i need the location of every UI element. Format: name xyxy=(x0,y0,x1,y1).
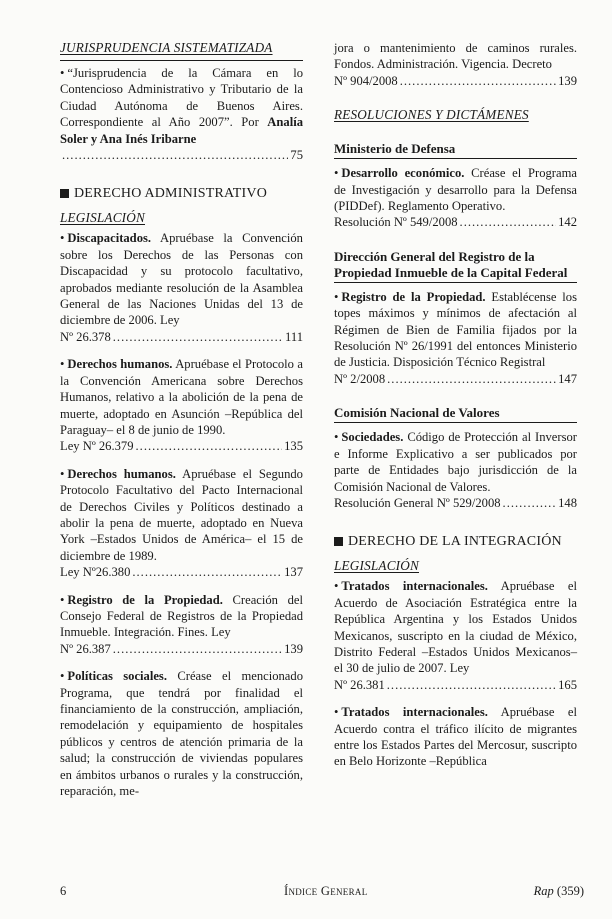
entry-keyword: Desarrollo económico. xyxy=(341,166,465,181)
list-item xyxy=(334,578,577,693)
entry-keyword: Registro de la Propiedad. xyxy=(341,289,486,304)
page-number: 6 xyxy=(60,884,67,898)
entry-ref-line xyxy=(334,495,577,511)
entry-text: “Jurisprudencia de la Cámara en lo Contencioso Administrativo y Tributario de la Ciudad Autónoma de Buenos Aires. Correspondiente al Año 2007”. Por xyxy=(60,66,303,130)
square-bullet-icon xyxy=(60,189,69,198)
entry-keyword: Derechos humanos. xyxy=(67,466,176,481)
left-entries xyxy=(60,230,303,799)
list-item xyxy=(60,668,303,799)
entry-ref-line xyxy=(334,677,577,693)
group-title: Dirección General del Registro de la Propiedad Inmueble de la Capital Federal xyxy=(334,249,577,283)
right-entries xyxy=(334,578,577,769)
entry-page: 137 xyxy=(284,565,303,580)
entry-ref: Ley Nº26.380 xyxy=(60,565,131,580)
right-column xyxy=(334,40,577,781)
entry-ref-line xyxy=(60,641,303,657)
section-title-text: DERECHO ADMINISTRATIVO xyxy=(74,186,268,202)
entry-text: Apruébase el Protocolo a la Convención Americana sobre Derechos Humanos, relativo a la abolición de la pena de muerte, adoptado en Asunción –República del Paraguay– el 8 de junio de 1990. xyxy=(60,357,303,437)
entry-page: 75 xyxy=(290,148,303,163)
square-bullet-icon xyxy=(334,537,343,546)
entry-text: Apruébase la Convención sobre los Derechos de las Personas con Discapacidad y su protocolo facultativo, aprobados mediante resolución de la Asamblea General de las Naciones Unidas del 13 de diciembre de 2006. Ley xyxy=(60,231,303,328)
entry-keyword: Derechos humanos. xyxy=(67,357,173,372)
entry-keyword: Discapacitados. xyxy=(67,231,152,246)
entry-ref: Resolución Nº 549/2008 xyxy=(334,215,458,230)
left-column xyxy=(60,40,303,810)
entry-page: 165 xyxy=(558,677,577,692)
entry-ref-line xyxy=(334,73,577,89)
entry-ref: Nº 904/2008 xyxy=(334,73,398,88)
bullet-icon: • xyxy=(60,66,65,80)
list-item xyxy=(334,165,577,231)
journal-ref xyxy=(534,884,584,899)
entry-text: Código de Protección al Inversor e Informe Explicativo a ser publicados por parte de Entidades bajo jurisdicción de la Comisión Nacional de Valores. xyxy=(334,430,577,494)
bullet-icon: • xyxy=(334,289,339,304)
entry-ref-line xyxy=(60,564,303,580)
entry-ref: Nº 26.381 xyxy=(334,677,385,692)
journal-issue: (359) xyxy=(556,884,584,898)
leader-dots xyxy=(460,214,557,230)
entry-keyword: Tratados internacionales. xyxy=(341,705,488,720)
entry-text: Créase el mencionado Programa, que tendrá por finalidad el financiamiento de la construcción, ampliación, remodelación y equipamiento de hospitales públicos y centros de atención primaria de la salud; la construcción de viviendas populares en ámbitos urbanos o rurales y la construcción, reparación, me- xyxy=(60,669,303,799)
list-item xyxy=(334,429,577,511)
entry-text: Apruébase el Segundo Protocolo Facultativo del Pacto Internacional de Derechos Civiles y Políticos destinado a abolir la pena de muerte, adoptado en Nueva York –Estados Unidos de América– el 15 de diciembre de 1989. xyxy=(60,466,303,563)
entry-page: 139 xyxy=(558,73,577,88)
entry-keyword: Políticas sociales. xyxy=(67,669,167,684)
list-item xyxy=(60,230,303,345)
leader-dots xyxy=(132,564,282,580)
leader-dots xyxy=(62,147,288,163)
entry-page: 111 xyxy=(285,329,303,344)
page-footer xyxy=(60,884,584,904)
entry-keyword: Tratados internacionales. xyxy=(341,579,488,594)
entry-text: Creación del Consejo Federal de Registros de la Propiedad Inmueble. Integración. Fines. Ley xyxy=(60,592,303,640)
top-fragment-entry xyxy=(334,40,577,89)
entry-ref: Resolución General Nº 529/2008 xyxy=(334,495,501,510)
list-item xyxy=(60,466,303,581)
bullet-icon: • xyxy=(60,466,65,481)
entry-page: 148 xyxy=(558,495,577,510)
entry-ref-line xyxy=(60,147,303,163)
section-title-derecho-integracion xyxy=(334,533,577,550)
list-item xyxy=(334,704,577,770)
entry-page: 135 xyxy=(284,439,303,454)
entry-ref: Nº 26.378 xyxy=(60,329,111,344)
leader-dots xyxy=(503,495,557,511)
section-title-text: DERECHO DE LA INTEGRACIÓN xyxy=(348,534,562,550)
entry-ref: Nº 26.387 xyxy=(60,641,111,656)
section-title-derecho-administrativo xyxy=(60,185,303,202)
leader-dots xyxy=(387,677,556,693)
bullet-icon: • xyxy=(60,357,65,372)
entry-page: 147 xyxy=(558,371,577,386)
entry-text: Apruébase el Acuerdo contra el tráfico ilícito de migrantes entre los Estados Partes del Mercosur, suscripto en Belo Horizonte –República xyxy=(334,705,577,769)
leader-dots xyxy=(400,73,556,89)
leader-dots xyxy=(136,438,283,454)
list-item xyxy=(334,289,577,387)
footer-center-title: Índice General xyxy=(284,884,368,898)
heading-rule xyxy=(60,60,303,61)
legislacion-label: LEGISLACIÓN xyxy=(60,210,145,226)
bullet-icon: • xyxy=(334,579,339,594)
leader-dots xyxy=(387,371,556,387)
group-title: Ministerio de Defensa xyxy=(334,141,577,159)
jurisprudencia-heading: JURISPRUDENCIA SISTEMATIZADA xyxy=(60,40,273,55)
leader-dots xyxy=(113,641,282,657)
bullet-icon: • xyxy=(60,669,65,684)
entry-ref: Ley Nº 26.379 xyxy=(60,439,134,454)
bullet-icon: • xyxy=(334,705,339,720)
entry-page: 139 xyxy=(284,641,303,656)
entry-ref-line xyxy=(334,214,577,230)
resoluciones-heading: RESOLUCIONES Y DICTÁMENES xyxy=(334,107,529,123)
entry-text: Apruébase el Acuerdo de Asociación Estratégica entre la República Argentina y los Estados Unidos Mexicanos, suscripto en la ciudad de México, Distrito Federal –Estados Unidos Mexicanos– el 30 de julio de 2007. Ley xyxy=(334,579,577,676)
legislacion-label: LEGISLACIÓN xyxy=(334,558,419,574)
bullet-icon: • xyxy=(334,430,339,445)
right-groups xyxy=(334,141,577,511)
journal-name: Rap xyxy=(533,884,554,898)
entry-text: Establécense los topes máximos y mínimos de afectación al Régimen de Bien de Familia fijados por la Resolución Nº 26/1991 del entonces Ministerio de Justicia. Disposición Técnico Registral xyxy=(334,289,577,370)
group-title: Comisión Nacional de Valores xyxy=(334,405,577,423)
bullet-icon: • xyxy=(60,592,65,607)
entry-keyword: Registro de la Propiedad. xyxy=(67,592,223,607)
leader-dots xyxy=(113,329,283,345)
entry-page: 142 xyxy=(558,215,577,230)
entry-ref-line xyxy=(334,371,577,387)
juris-entry xyxy=(60,65,303,163)
list-item xyxy=(60,356,303,454)
list-item xyxy=(60,592,303,658)
entry-keyword: Sociedades. xyxy=(341,430,404,445)
entry-text: Créase el Programa de Investigación y desarrollo para la Defensa (PIDDef). Reglamento Operativo. xyxy=(334,166,577,214)
entry-ref: Nº 2/2008 xyxy=(334,371,386,386)
entry-author: Analía Soler y Ana Inés Iribarne xyxy=(60,115,303,146)
entry-text: jora o mantenimiento de caminos rurales. Fondos. Administración. Vigencia. Decreto xyxy=(334,41,577,72)
entry-ref-line xyxy=(60,329,303,345)
entry-ref-line xyxy=(60,438,303,454)
bullet-icon: • xyxy=(60,231,65,246)
bullet-icon: • xyxy=(334,166,339,181)
